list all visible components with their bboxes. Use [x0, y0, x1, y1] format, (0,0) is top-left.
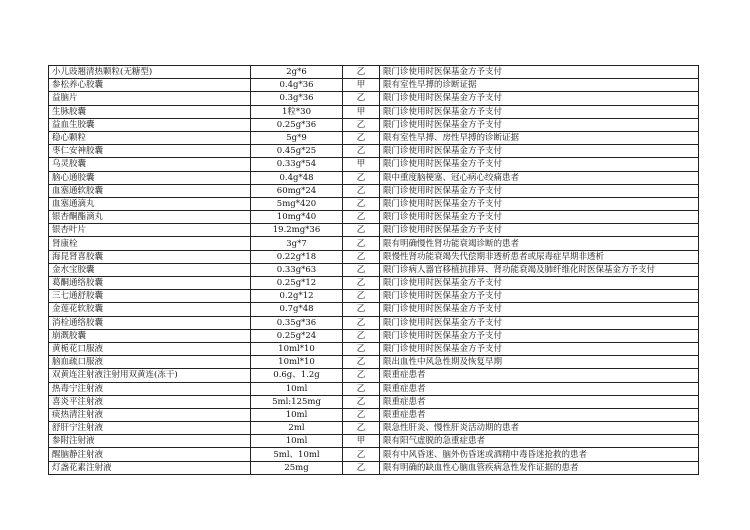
- category-cell: 乙: [343, 461, 380, 474]
- table-row: [49, 448, 699, 461]
- drug-name-cell: 银杏酮酯滴丸: [49, 211, 251, 224]
- drug-name-cell: 益血生胶囊: [49, 118, 251, 131]
- remark-cell: 限门诊使用时医保基金方予支付: [380, 184, 699, 197]
- spec-cell: 0.22g*18: [251, 250, 343, 263]
- remark-cell: 限门诊使用时医保基金方予支付: [380, 290, 699, 303]
- spec-cell: 10ml: [251, 435, 343, 448]
- spec-cell: 0.4g*36: [251, 79, 343, 92]
- drug-name-cell: 舒肝宁注射液: [49, 422, 251, 435]
- spec-cell: 0.33g*63: [251, 263, 343, 276]
- remark-cell: 限重症患者: [380, 395, 699, 408]
- spec-cell: 10ml*10: [251, 342, 343, 355]
- spec-cell: 5ml、10ml: [251, 448, 343, 461]
- category-cell: 乙: [343, 382, 380, 395]
- drug-name-cell: 益脑片: [49, 92, 251, 105]
- drug-name-cell: 消栓通络胶囊: [49, 316, 251, 329]
- table-row: [49, 158, 699, 171]
- remark-cell: 限门诊使用时医保基金方予支付: [380, 92, 699, 105]
- spec-cell: 1粒*30: [251, 105, 343, 118]
- spec-cell: 0.35g*36: [251, 316, 343, 329]
- remark-cell: 限重症患者: [380, 382, 699, 395]
- category-cell: 乙: [343, 237, 380, 250]
- category-cell: 乙: [343, 329, 380, 342]
- drug-name-cell: 金水宝胶囊: [49, 263, 251, 276]
- drug-name-cell: 生脉胶囊: [49, 105, 251, 118]
- category-cell: 乙: [343, 118, 380, 131]
- table-row: [49, 79, 699, 92]
- remark-cell: 限慢性肾功能衰竭失代偿期非透析患者或尿毒症早期非透析: [380, 250, 699, 263]
- drug-name-cell: 喜炎平注射液: [49, 395, 251, 408]
- drug-name-cell: 参附注射液: [49, 435, 251, 448]
- remark-cell: 限门诊使用时医保基金方予支付: [380, 224, 699, 237]
- drug-name-cell: 金莲花软胶囊: [49, 303, 251, 316]
- table-row: [49, 290, 699, 303]
- spec-cell: 0.2g*12: [251, 290, 343, 303]
- remark-cell: 限门诊使用时医保基金方予支付: [380, 316, 699, 329]
- table-row: [49, 197, 699, 210]
- remark-cell: 限门诊使用时医保基金方予支付: [380, 303, 699, 316]
- spec-cell: 10mg*40: [251, 211, 343, 224]
- remark-cell: 限门诊使用时医保基金方予支付: [380, 211, 699, 224]
- category-cell: 乙: [343, 263, 380, 276]
- table-row: [49, 422, 699, 435]
- remark-cell: 限门诊使用时医保基金方予支付: [380, 118, 699, 131]
- remark-cell: 限门诊使用时医保基金方予支付: [380, 342, 699, 355]
- spec-cell: 5ml:125mg: [251, 395, 343, 408]
- spec-cell: 5mg*420: [251, 197, 343, 210]
- category-cell: 乙: [343, 131, 380, 144]
- spec-cell: 0.3g*36: [251, 92, 343, 105]
- table-row: [49, 105, 699, 118]
- remark-cell: 限门诊病人器官移植抗排异、肾功能衰竭及肺纤维化时医保基金方予支付: [380, 263, 699, 276]
- remark-cell: 限急性肝炎、慢性肝炎活动期的患者: [380, 422, 699, 435]
- table-row: [49, 118, 699, 131]
- drug-name-cell: 血塞通滴丸: [49, 197, 251, 210]
- table-row: [49, 263, 699, 276]
- table-row: [49, 342, 699, 355]
- category-cell: 乙: [343, 342, 380, 355]
- remark-cell: 限有室性早搏、房性早搏的诊断证据: [380, 131, 699, 144]
- spec-cell: 0.25g*24: [251, 329, 343, 342]
- category-cell: 乙: [343, 303, 380, 316]
- remark-cell: 限有室性早搏的诊断证据: [380, 79, 699, 92]
- table-body: [49, 66, 699, 475]
- spec-cell: 2g*6: [251, 66, 343, 79]
- remark-cell: 限门诊使用时医保基金方予支付: [380, 145, 699, 158]
- drug-name-cell: 双黄连注射液注射用双黄连(冻干): [49, 369, 251, 382]
- remark-cell: 限门诊使用时医保基金方予支付: [380, 158, 699, 171]
- table-row: [49, 277, 699, 290]
- category-cell: 乙: [343, 184, 380, 197]
- table-row: [49, 395, 699, 408]
- category-cell: 乙: [343, 369, 380, 382]
- spec-cell: 2ml: [251, 422, 343, 435]
- spec-cell: 0.33g*54: [251, 158, 343, 171]
- remark-cell: 限有阳气虚脱的急重症患者: [380, 435, 699, 448]
- spec-cell: 0.25g*12: [251, 277, 343, 290]
- table-row: [49, 356, 699, 369]
- category-cell: 甲: [343, 435, 380, 448]
- drug-name-cell: 崩溉胶囊: [49, 329, 251, 342]
- remark-cell: 限有中风昏迷、脑外伤昏迷或酒精中毒昏迷抢救的患者: [380, 448, 699, 461]
- remark-cell: 限重症患者: [380, 369, 699, 382]
- spec-cell: 0.45g*25: [251, 145, 343, 158]
- category-cell: 乙: [343, 290, 380, 303]
- drug-name-cell: 小儿豉翘清热颗粒(无糖型): [49, 66, 251, 79]
- remark-cell: 限出血性中风急性期及恢复早期: [380, 356, 699, 369]
- table-row: [49, 145, 699, 158]
- spec-cell: 10ml: [251, 382, 343, 395]
- spec-cell: 0.4g*48: [251, 171, 343, 184]
- drug-name-cell: 稳心颗粒: [49, 131, 251, 144]
- drug-name-cell: 葛酮通络胶囊: [49, 277, 251, 290]
- category-cell: 甲: [343, 158, 380, 171]
- table-row: [49, 237, 699, 250]
- drug-name-cell: 脑心通胶囊: [49, 171, 251, 184]
- category-cell: 乙: [343, 356, 380, 369]
- spec-cell: 0.25g*36: [251, 118, 343, 131]
- table-row: [49, 461, 699, 474]
- table-row: [49, 184, 699, 197]
- spec-cell: 10ml: [251, 408, 343, 421]
- remark-cell: 限中重度脑梗塞、冠心病心绞痛患者: [380, 171, 699, 184]
- category-cell: 甲: [343, 79, 380, 92]
- drug-name-cell: 脑血疏口服液: [49, 356, 251, 369]
- category-cell: 乙: [343, 145, 380, 158]
- remark-cell: 限重症患者: [380, 408, 699, 421]
- drug-name-cell: 醒脑静注射液: [49, 448, 251, 461]
- drug-name-cell: 乌灵胶囊: [49, 158, 251, 171]
- category-cell: 乙: [343, 316, 380, 329]
- table-row: [49, 329, 699, 342]
- remark-cell: 限门诊使用时医保基金方予支付: [380, 277, 699, 290]
- table-row: [49, 250, 699, 263]
- category-cell: 乙: [343, 277, 380, 290]
- table-row: [49, 224, 699, 237]
- spec-cell: 3g*7: [251, 237, 343, 250]
- drug-name-cell: 三七通舒胶囊: [49, 290, 251, 303]
- category-cell: 乙: [343, 448, 380, 461]
- remark-cell: 限有明确慢性肾功能衰竭诊断的患者: [380, 237, 699, 250]
- table-row: [49, 382, 699, 395]
- category-cell: 乙: [343, 395, 380, 408]
- category-cell: 乙: [343, 250, 380, 263]
- table-row: [49, 435, 699, 448]
- drug-name-cell: 肾康栓: [49, 237, 251, 250]
- category-cell: 乙: [343, 408, 380, 421]
- table-row: [49, 171, 699, 184]
- drug-name-cell: 血塞通软胶囊: [49, 184, 251, 197]
- drug-name-cell: 银杏叶片: [49, 224, 251, 237]
- spec-cell: 25mg: [251, 461, 343, 474]
- remark-cell: 限门诊使用时医保基金方予支付: [380, 329, 699, 342]
- table-row: [49, 66, 699, 79]
- category-cell: 乙: [343, 92, 380, 105]
- remark-cell: 限门诊使用时医保基金方予支付: [380, 105, 699, 118]
- remark-cell: 限有明确的缺血性心脑血管疾病急性发作证据的患者: [380, 461, 699, 474]
- drug-name-cell: 海昆肾喜胶囊: [49, 250, 251, 263]
- category-cell: 乙: [343, 211, 380, 224]
- table-row: [49, 211, 699, 224]
- category-cell: 乙: [343, 171, 380, 184]
- spec-cell: 0.6g、1.2g: [251, 369, 343, 382]
- drug-name-cell: 灯盏花素注射液: [49, 461, 251, 474]
- table-row: [49, 408, 699, 421]
- category-cell: 乙: [343, 422, 380, 435]
- table-row: [49, 92, 699, 105]
- remark-cell: 限门诊使用时医保基金方予支付: [380, 66, 699, 79]
- drug-table: [48, 65, 699, 475]
- spec-cell: 0.7g*48: [251, 303, 343, 316]
- category-cell: 乙: [343, 224, 380, 237]
- table-row: [49, 303, 699, 316]
- spec-cell: 60mg*24: [251, 184, 343, 197]
- table-row: [49, 369, 699, 382]
- spec-cell: 5g*9: [251, 131, 343, 144]
- category-cell: 乙: [343, 197, 380, 210]
- table-row: [49, 131, 699, 144]
- drug-name-cell: 痰热清注射液: [49, 408, 251, 421]
- spec-cell: 19.2mg*36: [251, 224, 343, 237]
- remark-cell: 限门诊使用时医保基金方予支付: [380, 197, 699, 210]
- drug-name-cell: 枣仁安神胶囊: [49, 145, 251, 158]
- category-cell: 乙: [343, 66, 380, 79]
- drug-name-cell: 热毒宁注射液: [49, 382, 251, 395]
- drug-name-cell: 参松养心胶囊: [49, 79, 251, 92]
- table-row: [49, 316, 699, 329]
- spec-cell: 10ml*10: [251, 356, 343, 369]
- drug-name-cell: 黄栀花口服液: [49, 342, 251, 355]
- category-cell: 甲: [343, 105, 380, 118]
